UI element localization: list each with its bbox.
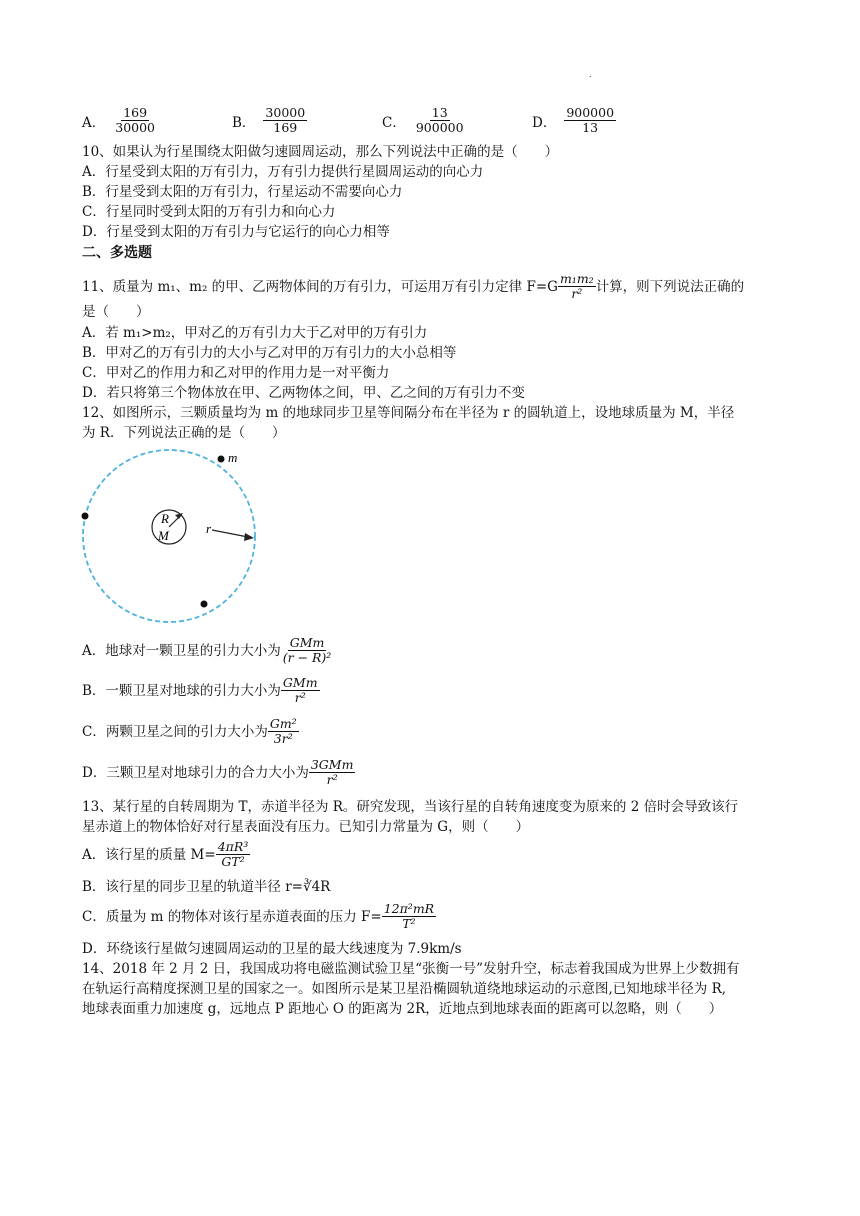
fraction-denominator: r² [294, 690, 306, 705]
q13-option-d: D．环绕该行星做匀速圆周运动的卫星的最大线速度为 7.9km/s [82, 941, 462, 957]
fraction-numerator: m₁m₂ [559, 271, 594, 286]
fraction-denominator: r² [571, 286, 583, 301]
fraction-numerator: 13 [431, 105, 448, 120]
q9-option-c [382, 106, 466, 135]
fraction-numerator: 30000 [265, 105, 306, 120]
fraction-numerator: GMm [282, 675, 318, 690]
q14-line-2: 在轨运行高精度探测卫星的国家之一。如图所示是某卫星沿椭圆轨道绕地球运动的示意图,已知地球半径为 R, [82, 981, 727, 997]
option-text: C．质量为 m 的物体对该行星赤道表面的压力 F= [82, 908, 382, 925]
satellite-dot [218, 456, 225, 463]
q10-stem: 10、如果认为行星围绕太阳做匀速圆周运动，那么下列说法中正确的是（ ） [82, 144, 559, 160]
fraction [382, 902, 436, 931]
q11-option-d: D．若只将第三个物体放在甲、乙两物体之间，甲、乙之间的万有引力不变 [82, 385, 525, 401]
q12-option-b [82, 676, 320, 705]
fraction [263, 106, 307, 135]
option-letter: C． [382, 114, 406, 131]
fraction-numerator: Gm² [269, 716, 297, 731]
fraction [113, 106, 157, 135]
label-M: M [158, 528, 169, 543]
q11-option-a: A．若 m₁>m₂，甲对乙的万有引力大于乙对甲的万有引力 [82, 325, 428, 341]
fraction [281, 636, 334, 665]
arrowhead-icon [244, 533, 254, 541]
fraction-denominator: (r − R)² [282, 650, 332, 665]
q13-stem-line-1: 13、某行星的自转周期为 T，赤道半径为 R。研究发现，当该行星的自转角速度变为原来的 2 倍时会导致该行 [82, 799, 739, 815]
orbit-figure [78, 445, 268, 625]
satellite-dot [82, 513, 89, 520]
satellite-dot [201, 601, 208, 608]
q14-line-1: 14、2018 年 2 月 2 日，我国成功将电磁监测试验卫星“张衡一号”发射升空，标志着我国成为世界上少数拥有 [82, 961, 740, 977]
fraction-numerator: 12π²mR [383, 901, 435, 916]
fraction-denominator: 3r² [273, 731, 293, 746]
label-R: R [161, 511, 169, 526]
option-text: B．一颗卫星对地球的引力大小为 [82, 682, 281, 699]
fraction-denominator: T² [402, 916, 416, 931]
q13-option-b: B．该行星的同步卫星的轨道半径 r=∛4R [82, 879, 331, 895]
fraction-numerator: 169 [123, 105, 148, 120]
option-letter: A． [82, 114, 106, 131]
q11-option-c: C．甲对乙的作用力和乙对甲的作用力是一对平衡力 [82, 365, 390, 381]
option-text: C．两颗卫星之间的引力大小为 [82, 723, 268, 740]
q12-option-a [82, 636, 333, 665]
orbit-radius-arrow [212, 530, 248, 537]
header-dot: . [589, 70, 592, 79]
option-text: D．三颗卫星对地球引力的合力大小为 [82, 764, 309, 781]
option-text: A．地球对一颗卫星的引力大小为 [82, 642, 281, 659]
q9-option-b [232, 106, 307, 135]
fraction [414, 106, 466, 135]
q11-stem-part-b: 计算，则下列说法正确的 [595, 278, 745, 295]
q14-line-3: 地球表面重力加速度 g，远地点 P 距地心 O 的距离为 2R，近地点到地球表面的距离可以忽略，则（ ） [82, 1001, 723, 1017]
option-letter: D． [532, 114, 557, 131]
q10-option-d: D．行星受到太阳的万有引力与它运行的向心力相等 [82, 224, 390, 240]
q10-option-a: A．行星受到太阳的万有引力，万有引力提供行星圆周运动的向心力 [82, 164, 484, 180]
fraction-numerator: 900000 [566, 105, 615, 120]
q12-stem-line-2: 为 R．下列说法正确的是（ ） [82, 425, 286, 441]
fraction [216, 840, 251, 869]
fraction [309, 758, 356, 787]
q9-option-d [532, 106, 616, 135]
fraction-denominator: 13 [582, 120, 599, 135]
fraction [558, 272, 596, 301]
q12-option-c [82, 717, 299, 746]
fraction [268, 717, 299, 746]
fraction-numerator: GMm [289, 635, 325, 650]
q11-option-b: B．甲对乙的万有引力的大小与乙对甲的万有引力的大小总相等 [82, 345, 457, 361]
q9-option-a [82, 106, 157, 135]
orbit-circle [83, 450, 255, 622]
q11-stem-part-c: 是（ ） [82, 304, 150, 320]
fraction-numerator: 4πR³ [217, 839, 249, 854]
q10-option-b: B．行星受到太阳的万有引力，行星运动不需要向心力 [82, 184, 403, 200]
q11-stem [82, 272, 744, 301]
q12-option-d [82, 758, 355, 787]
fraction-denominator: r² [326, 772, 338, 787]
fraction-denominator: 900000 [415, 120, 464, 135]
option-text: A．该行星的质量 M= [82, 846, 216, 863]
label-m: m [228, 450, 238, 465]
q10-option-c: C．行星同时受到太阳的万有引力和向心力 [82, 204, 336, 220]
option-letter: B． [232, 114, 256, 131]
fraction-denominator: GT² [221, 854, 245, 869]
label-r: r [206, 521, 212, 536]
q13-stem-line-2: 星赤道上的物体恰好对行星表面没有压力。已知引力常量为 G，则（ ） [82, 819, 530, 835]
q11-stem-part-a: 11、质量为 m₁、m₂ 的甲、乙两物体间的万有引力，可运用万有引力定律 F=G [82, 278, 558, 295]
fraction-denominator: 30000 [115, 120, 156, 135]
fraction-denominator: 169 [273, 120, 298, 135]
q12-stem-line-1: 12、如图所示，三颗质量均为 m 的地球同步卫星等间隔分布在半径为 r 的圆轨道上，设地球质量为 M，半径 [82, 405, 735, 421]
section-heading: 二、多选题 [82, 245, 152, 261]
q13-option-c [82, 902, 436, 931]
fraction [281, 676, 320, 705]
fraction [564, 106, 616, 135]
q13-option-a [82, 840, 250, 869]
fraction-numerator: 3GMm [310, 757, 354, 772]
